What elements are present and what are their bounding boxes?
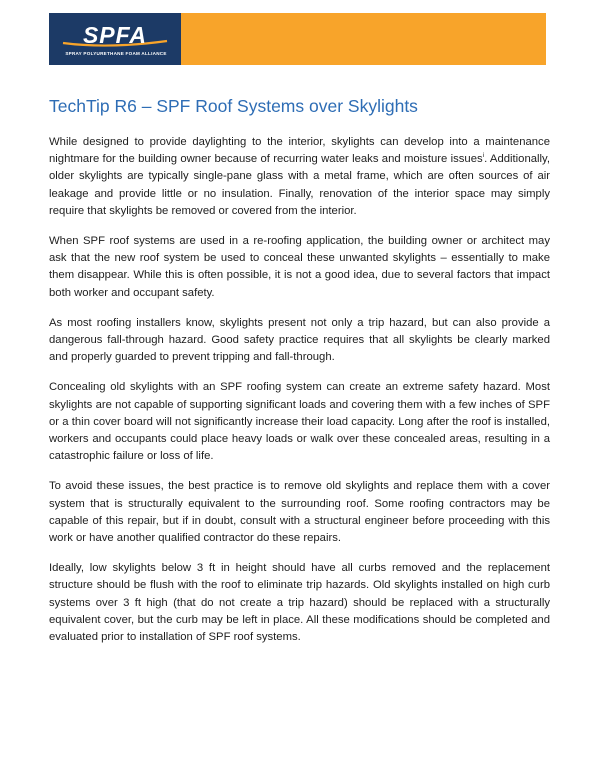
paragraph-6: Ideally, low skylights below 3 ft in height should have all curbs removed and the replacement structure should be flush with the roof to eliminate trip hazards. Old skylights installed on high curb systems over 3 ft high (that do not create a trip hazard) should be replaced with a structurally equivalent cover, but the curb may be left in place. All these modifications should be completed and evaluated prior to installation of SPF roof systems. [49, 562, 550, 644]
footnote-marker[interactable]: i [482, 152, 485, 160]
document-body [49, 134, 550, 659]
spfa-logo [49, 13, 181, 65]
orange-banner-bar [181, 13, 546, 65]
paragraph-5: To avoid these issues, the best practice is to remove old skylights and replace them with a cover system that is structurally equivalent to the surrounding roof. Some roofing contractors may be capable of this repair, but if in doubt, consult with a structural engineer before proceeding with this work or have another qualified contractor do these repairs. [49, 480, 550, 545]
paragraph-1-text: While designed to provide daylighting to the interior, skylights can develop into a maintenance nightmare for the building owner because of recurring water leaks and moisture issues [49, 136, 550, 166]
logo-wordmark: SPFA [82, 22, 148, 48]
spfa-logo-mark [49, 13, 181, 65]
paragraph-4: Concealing old skylights with an SPF roofing system can create an extreme safety hazard. Most skylights are not capable of supporting significant loads and covering them with a few inches of SPF or a thin cover board will not significantly increase their load capacity. Long after the roof is installed, workers and occupants could place heavy loads or walk over these concealed areas, resulting in a catastrophic failure or loss of life. [49, 381, 550, 463]
header-banner [49, 13, 546, 65]
paragraph-1-text-cont: . Additionally, older skylights are typically single-pane glass with a metal frame, which are often sources of air leakage and provide little or no insulation. Finally, renovation of the interior space may simply require that skylights be removed or covered from the interior. [49, 153, 550, 217]
logo-tagline: SPRAY POLYURETHANE FOAM ALLIANCE [65, 51, 167, 56]
paragraph-2: When SPF roof systems are used in a re-roofing application, the building owner or architect may ask that the new roof system be used to conceal these unwanted skylights – essentially to make them disappear. While this is often possible, it is not a good idea, due to several factors that impact both worker and occupant safety. [49, 235, 550, 299]
page-title: TechTip R6 – SPF Roof Systems over Skylights [49, 96, 418, 116]
paragraph-1 [49, 134, 550, 220]
paragraph-3: As most roofing installers know, skylights present not only a trip hazard, but can also provide a dangerous fall-through hazard. Good safety practice requires that all skylights be clearly marked and properly guarded to prevent tripping and fall-through. [49, 316, 550, 364]
